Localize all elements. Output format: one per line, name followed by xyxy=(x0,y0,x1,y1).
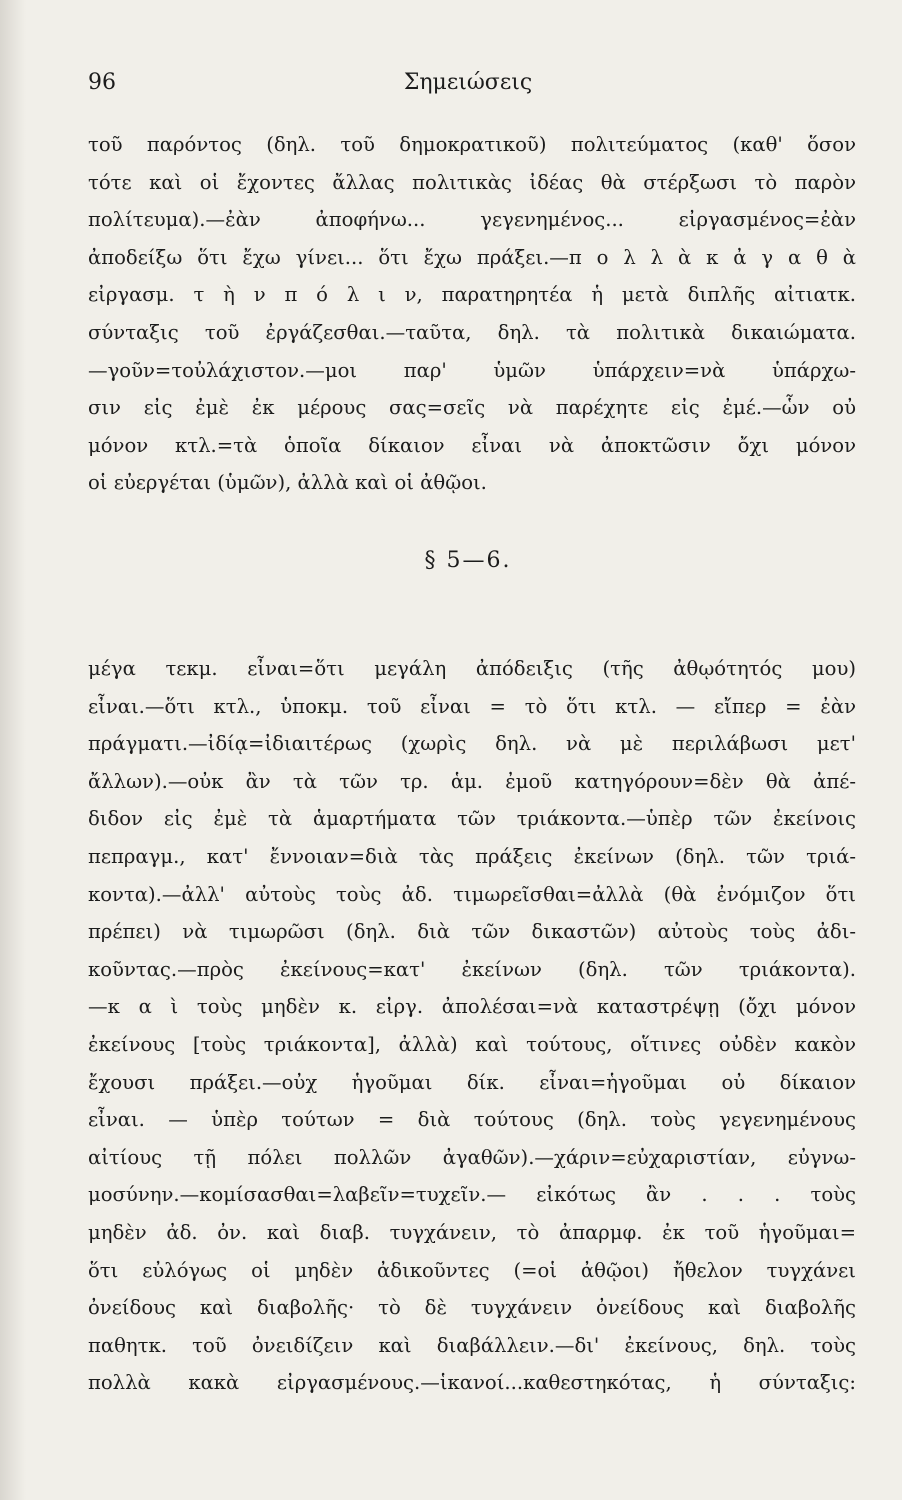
text-line: πράγματι.—ἰδίᾳ=ἰδιαιτέρως (χωρὶς δηλ. νὰ μὲ περιλάβωσι μετ' xyxy=(88,732,856,756)
text-line: μοσύνην.—κομίσασθαι=λαβεῖν=τυχεῖν.— εἰκότως ἂν . . . τοὺς xyxy=(88,1183,856,1207)
text-line: εἰργασμ. τ ὴ ν π ό λ ι ν, παρατηρητέα ἡ μετὰ διπλῆς αἰτιατκ. xyxy=(88,283,856,307)
text-line: διδον εἰς ἐμὲ τὰ ἁμαρτήματα τῶν τριάκοντα.—ὑπὲρ τῶν ἐκείνοις xyxy=(88,807,856,831)
text-line: κοῦντας.—πρὸς ἐκείνους=κατ' ἐκείνων (δηλ. τῶν τριάκοντα). xyxy=(88,957,856,981)
text-line: ἀποδείξω ὅτι ἔχω γίνει... ὅτι ἔχω πράξει.—π ο λ λ ὰ κ ἀ γ α θ ὰ xyxy=(88,245,856,269)
text-line: τοῦ παρόντος (δηλ. τοῦ δημοκρατικοῦ) πολιτεύματος (καθ' ὅσον xyxy=(88,133,856,156)
text-line: παθητκ. τοῦ ὀνειδίζειν καὶ διαβάλλειν.—δι' ἐκείνους, δηλ. τοὺς xyxy=(88,1333,856,1357)
text-line: τότε καὶ οἱ ἔχοντες ἄλλας πολιτικὰς ἰδέας θὰ στέρξωσι τὸ παρὸν xyxy=(88,170,856,194)
text-line: ἐκείνους [τοὺς τριάκοντα], ἀλλὰ) καὶ τούτους, οἵτινες οὐδὲν κακὸν xyxy=(88,1032,856,1056)
text-line: ὀνείδους καὶ διαβολῆς· τὸ δὲ τυγχάνειν ὀνείδους καὶ διαβολῆς xyxy=(88,1296,856,1320)
notes-paragraph-1 xyxy=(88,126,856,502)
text-line: πολλὰ κακὰ εἰργασμένους.—ἱκανοί...καθεστηκότας, ἡ σύνταξις: xyxy=(88,1371,856,1395)
text-line: ἄλλων).—οὐκ ἂν τὰ τῶν τρ. ἁμ. ἐμοῦ κατηγόρουν=δὲν θὰ ἀπέ- xyxy=(88,769,856,793)
text-line: —κ α ὶ τοὺς μηδὲν κ. εἰργ. ἀπολέσαι=νὰ καταστρέψῃ (ὄχι μόνον xyxy=(88,995,856,1019)
text-line: οἱ εὐεργέται (ὑμῶν), ἀλλὰ καὶ οἱ ἀθῷοι. xyxy=(88,471,487,495)
text-line: σύνταξις τοῦ ἐργάζεσθαι.—ταῦτα, δηλ. τὰ πολιτικὰ δικαιώματα. xyxy=(88,320,856,344)
text-line: μέγα τεκμ. εἶναι=ὅτι μεγάλη ἀπόδειξις (τῆς ἀθῳότητός μου) xyxy=(88,657,856,680)
text-line: εἶναι. — ὑπὲρ τούτων = διὰ τούτους (δηλ. τοὺς γεγενημένους xyxy=(88,1108,856,1132)
running-title: Σημειώσεις xyxy=(403,70,533,95)
text-line: ἔχουσι πράξει.—οὐχ ἡγοῦμαι δίκ. εἶναι=ἡγοῦμαι οὐ δίκαιον xyxy=(88,1070,856,1094)
text-line: ὅτι εὐλόγως οἱ μηδὲν ἀδικοῦντες (=οἱ ἀθῷοι) ἤθελον τυγχάνει xyxy=(88,1258,856,1282)
text-line: πεπραγμ., κατ' ἔννοιαν=διὰ τὰς πράξεις ἐκείνων (δηλ. τῶν τριά- xyxy=(88,844,856,868)
text-line: μηδὲν ἀδ. ὀν. καὶ διαβ. τυγχάνειν, τὸ ἀπαρμφ. ἐκ τοῦ ἡγοῦμαι= xyxy=(88,1220,856,1244)
text-line: σιν εἰς ἐμὲ ἐκ μέρους σας=σεῖς νὰ παρέχητε εἰς ἐμέ.—ὧν οὐ xyxy=(88,396,856,420)
text-line: πολίτευμα).—ἐὰν ἀποφήνω... γεγενημένος... εἰργασμένος=ἐὰν xyxy=(88,208,856,232)
text-line: αἰτίους τῇ πόλει πολλῶν ἀγαθῶν).—χάριν=εὐχαριστίαν, εὐγνω- xyxy=(88,1145,856,1169)
page-header xyxy=(88,70,848,110)
section-heading: § 5—6. xyxy=(424,548,512,573)
page-number: 96 xyxy=(88,70,116,95)
notes-paragraph-2 xyxy=(88,650,856,1402)
text-line: μόνον κτλ.=τὰ ὁποῖα δίκαιον εἶναι νὰ ἀποκτῶσιν ὄχι μόνον xyxy=(88,433,856,457)
text-line: εἶναι.—ὅτι κτλ., ὑποκμ. τοῦ εἶναι = τὸ ὅτι κτλ. — εἴπερ = ἐὰν xyxy=(88,694,856,718)
text-line: πρέπει) νὰ τιμωρῶσι (δηλ. διὰ τῶν δικαστῶν) αὐτοὺς τοὺς ἀδι- xyxy=(88,920,856,944)
page-gutter-shadow xyxy=(0,0,26,1500)
text-line: κοντα).—ἀλλ' αὐτοὺς τοὺς ἀδ. τιμωρεῖσθαι=ἀλλὰ (θὰ ἐνόμιζον ὅτι xyxy=(88,882,856,906)
text-line: —γοῦν=τοὐλάχιστον.—μοι παρ' ὑμῶν ὑπάρχειν=νὰ ὑπάρχω- xyxy=(88,358,856,382)
